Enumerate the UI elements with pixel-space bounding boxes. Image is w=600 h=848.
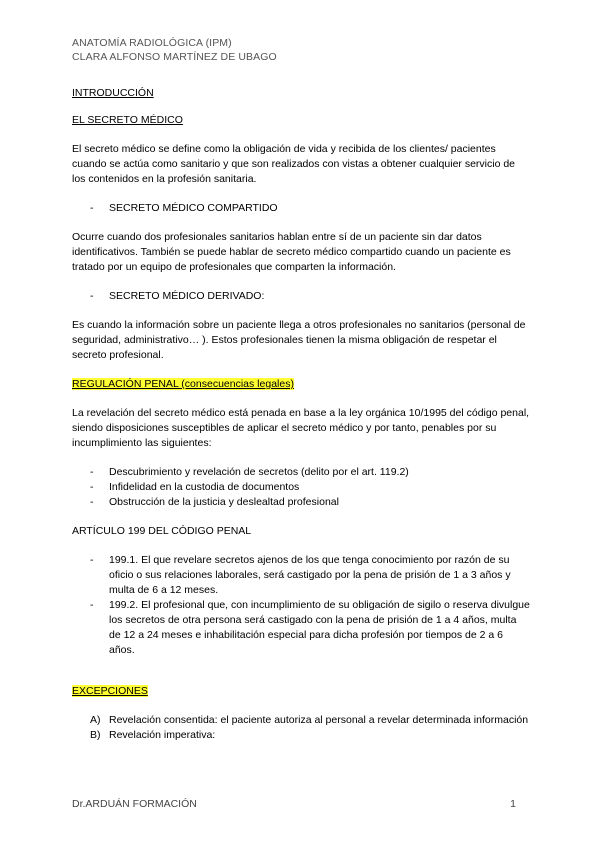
bullet-text: SECRETO MÉDICO COMPARTIDO [109, 202, 278, 214]
bullet-marker: - [90, 481, 94, 493]
list-item [72, 465, 530, 480]
list-item [72, 495, 530, 510]
document-body [72, 86, 530, 743]
bullet-marker: - [90, 554, 94, 566]
list-item-text: Revelación consentida: el paciente autoriza al personal a revelar determinada información [109, 714, 529, 726]
bullet-marker: - [90, 496, 94, 508]
section-title-articulo-199: ARTÍCULO 199 DEL CÓDIGO PENAL [72, 525, 252, 537]
list-letter-marker: B) [90, 729, 101, 741]
header-course-title: ANATOMÍA RADIOLÓGICA (IPM) [72, 37, 232, 49]
list-item [72, 480, 530, 495]
bullet-text: 199.2. El profesional que, con incumplimiento de su obligación de sigilo o reserva divulgue los secretos de otra persona será castigado con la pena de prisión de 1 a 4 años, multa de 12 a 24 meses e inhabilitación especial para dicha profesión por tiempos de 2 a 6 años. [109, 599, 530, 656]
highlighted-heading-text: REGULACIÓN PENAL (consecuencias legales) [72, 378, 294, 390]
section-title-secreto-medico: EL SECRETO MÉDICO [72, 114, 183, 126]
paragraph-regulacion: La revelación del secreto médico está penada en base a la ley orgánica 10/1995 del código penal, siendo disposiciones susceptibles de aplicar el secreto médico y por tanto, penables por su incumplimiento las siguientes: [72, 407, 530, 449]
section-title-introduccion: INTRODUCCIÓN [72, 87, 154, 99]
list-item [72, 728, 530, 743]
paragraph-derivado: Es cuando la información sobre un paciente llega a otros profesionales no sanitarios (personal de seguridad, administrativo… ). Estos profesionales tienen la misma obligación de respetar el secreto profesional. [72, 319, 526, 361]
bullet-marker: - [90, 290, 94, 302]
page-number: 1 [510, 798, 516, 810]
bullet-text: 199.1. El que revelare secretos ajenos de los que tenga conocimiento por razón de su oficio o sus relaciones laborales, será castigado por la pena de prisión de 1 a 3 años y multa de 6 a 12 meses. [109, 554, 511, 596]
bullet-marker: - [90, 599, 94, 611]
paragraph-compartido: Ocurre cuando dos profesionales sanitarios hablan entre sí de un paciente sin dar datos identificativos. También se puede hablar de secreto médico compartido cuando un paciente es tratado por un equipo de profesionales que comparten la información. [72, 231, 511, 273]
bullet-list-articulo [72, 553, 530, 658]
list-letter-marker: A) [90, 714, 101, 726]
footer-publisher: Dr.ARDUÁN FORMACIÓN [72, 798, 197, 810]
list-item [72, 201, 530, 216]
lettered-list-excepciones [72, 713, 530, 743]
list-item [72, 598, 530, 658]
bullet-list-regulacion [72, 465, 530, 510]
section-title-excepciones [72, 684, 530, 699]
bullet-text: Infidelidad en la custodia de documentos [109, 481, 300, 493]
highlighted-heading-text: EXCEPCIONES [72, 685, 148, 697]
bullet-text: Obstrucción de la justicia y deslealtad profesional [109, 496, 339, 508]
page-footer [72, 797, 516, 811]
bullet-text: SECRETO MÉDICO DERIVADO: [109, 290, 265, 302]
paragraph-secreto-medico: El secreto médico se define como la obligación de vida y recibida de los clientes/ pacientes cuando se actúa como sanitario y que son realizados con vistas a obtener cualquier servicio de los contenidos en la profesión sanitaria. [72, 143, 516, 185]
header-author: CLARA ALFONSO MARTÍNEZ DE UBAGO [72, 51, 277, 63]
section-title-regulacion-penal [72, 377, 530, 392]
list-item [72, 713, 530, 728]
page-header [72, 36, 277, 64]
bullet-marker: - [90, 202, 94, 214]
bullet-list-compartido [72, 201, 530, 216]
list-item [72, 553, 530, 598]
bullet-list-derivado [72, 289, 530, 304]
bullet-marker: - [90, 466, 94, 478]
bullet-text: Descubrimiento y revelación de secretos (delito por el art. 119.2) [109, 466, 409, 478]
list-item [72, 289, 530, 304]
list-item-text: Revelación imperativa: [109, 729, 216, 741]
